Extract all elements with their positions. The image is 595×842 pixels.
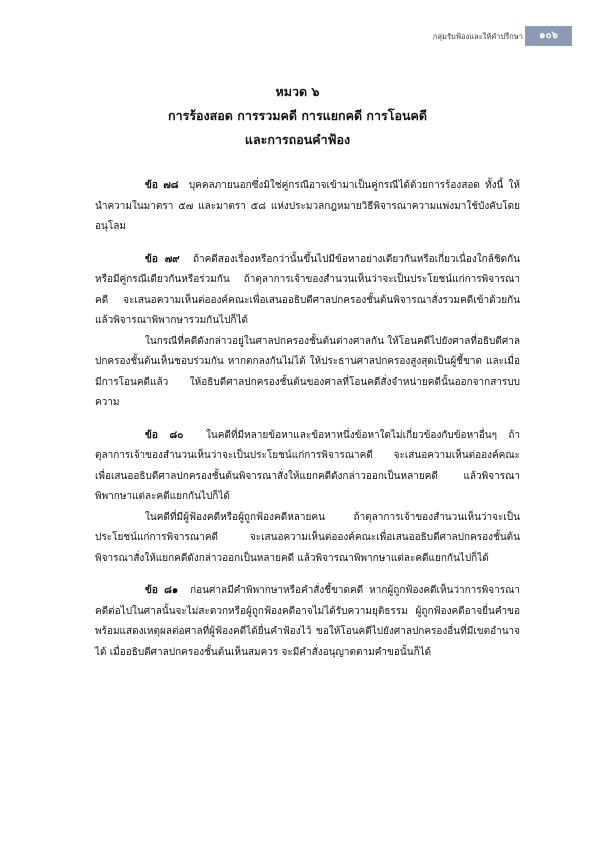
document-body <box>95 176 520 663</box>
section-79-text: ถ้าคดีสองเรื่องหรือกว่านั้นขึ้นไปมีข้อหาอย่างเดียวกันหรือเกี่ยวเนื่องใกล้ชิดกันหรือมีคู่กรณีเดียวกันหรือร่วมกัน ถ้าตุลาการเจ้าของสำนวนเห็นว่าจะเป็นประโยชน์แก่การพิจารณาคดี จะเสนอความเห็นต่อองค์คณะเพื่อเสนออธิบดีศาลปกครองชั้นต้นพิจารณาสั่งรวมคดีเข้าด้วยกัน แล้วพิจารณาพิพากษารวมกันไปก็ได้ <box>95 253 521 326</box>
section-78-label: ข้อ ๗๘ <box>145 180 179 191</box>
section-79-paragraph <box>95 250 520 332</box>
header-section-label: กลุ่มรับฟ้องและให้คำปรึกษา <box>432 32 523 41</box>
section-78-paragraph <box>95 176 520 238</box>
section-81-paragraph <box>95 581 520 663</box>
section-80-paragraph-2: ในคดีที่มีผู้ฟ้องคดีหรือผู้ถูกฟ้องคดีหลายคน ถ้าตุลาการเจ้าของสำนวนเห็นว่าจะเป็นประโยชน์แก่การพิจารณาคดี จะเสนอความเห็นต่อองค์คณะเพื่อเสนออธิบดีศาลปกครองชั้นต้นพิจารณาสั่งให้แยกคดีดังกล่าวออกเป็นหลายคดี แล้วพิจารณาพิพากษาแต่ละคดีแยกกันไปก็ได้ <box>95 511 520 564</box>
chapter-number: หมวด ๖ <box>275 84 320 99</box>
section-78-text: บุคคลภายนอกซึ่งมิใช่คู่กรณีอาจเข้ามาเป็นคู่กรณีได้ด้วยการร้องสอด ทั้งนี้ ให้นำความในมาตรา ๕๗ และมาตรา ๕๘ แห่งประมวลกฎหมายวิธีพิจารณาความแพ่งมาใช้บังคับโดยอนุโลม <box>95 180 520 232</box>
chapter-title: การร้องสอด การรวมคดี การแยกคดี การโอนคดี <box>168 108 427 123</box>
page-header <box>0 26 595 48</box>
page-number-badge: ๑๐๖ <box>525 26 572 46</box>
section-79-paragraph-2: ในกรณีที่คดีดังกล่าวอยู่ในศาลปกครองชั้นต้นต่างศาลกัน ให้โอนคดีไปยังศาลที่อธิบดีศาลปกครองชั้นต้นเห็นชอบร่วมกัน หากตกลงกันไม่ได้ ให้ประธานศาลปกครองสูงสุดเป็นผู้ชี้ขาด และเมื่อมีการโอนคดีแล้ว ให้อธิบดีศาลปกครองชั้นต้นของศาลที่โอนคดีสั่งจำหน่ายคดีนั้นออกจากสารบบความ <box>95 335 520 408</box>
section-81-text: ก่อนศาลมีคำพิพากษาหรือคำสั่งชี้ขาดคดี หากผู้ถูกฟ้องคดีเห็นว่าการพิจารณาคดีต่อไปในศาลนั้นจะไม่สะดวกหรือผู้ถูกฟ้องคดีอาจไม่ได้รับความยุติธรรม ผู้ถูกฟ้องคดีอาจยื่นคำขอพร้อมแสดงเหตุผลต่อศาลที่ผู้ฟ้องคดีได้ยื่นคำฟ้องไว้ ขอให้โอนคดีไปยังศาลปกครองอื่นที่มีเขตอำนาจได้ เมื่ออธิบดีศาลปกครองชั้นต้นเห็นสมควร จะมีคำสั่งอนุญาตตามคำขอนั้นก็ได้ <box>95 585 520 658</box>
section-81-label: ข้อ ๘๑ <box>145 585 179 596</box>
section-80-paragraph <box>95 426 520 508</box>
chapter-heading <box>0 80 595 152</box>
chapter-subtitle: และการถอนคำฟ้อง <box>244 132 351 147</box>
section-80-text: ในคดีที่มีหลายข้อหาและข้อหาหนึ่งข้อหาใดไม่เกี่ยวข้องกับข้อหาอื่นๆ ถ้าตุลาการเจ้าของสำนวนเห็นว่าจะเป็นประโยชน์แก่การพิจารณาคดี จะเสนอความเห็นต่อองค์คณะ เพื่อเสนออธิบดีศาลปกครองชั้นต้นพิจารณาสั่งให้แยกคดีดังกล่าวออกเป็นหลายคดี แล้วพิจารณาพิพากษาแต่ละคดีแยกกันไปก็ได้ <box>95 429 520 502</box>
section-79-label: ข้อ ๗๙ <box>145 253 180 265</box>
section-80-label: ข้อ ๘๐ <box>145 429 184 441</box>
